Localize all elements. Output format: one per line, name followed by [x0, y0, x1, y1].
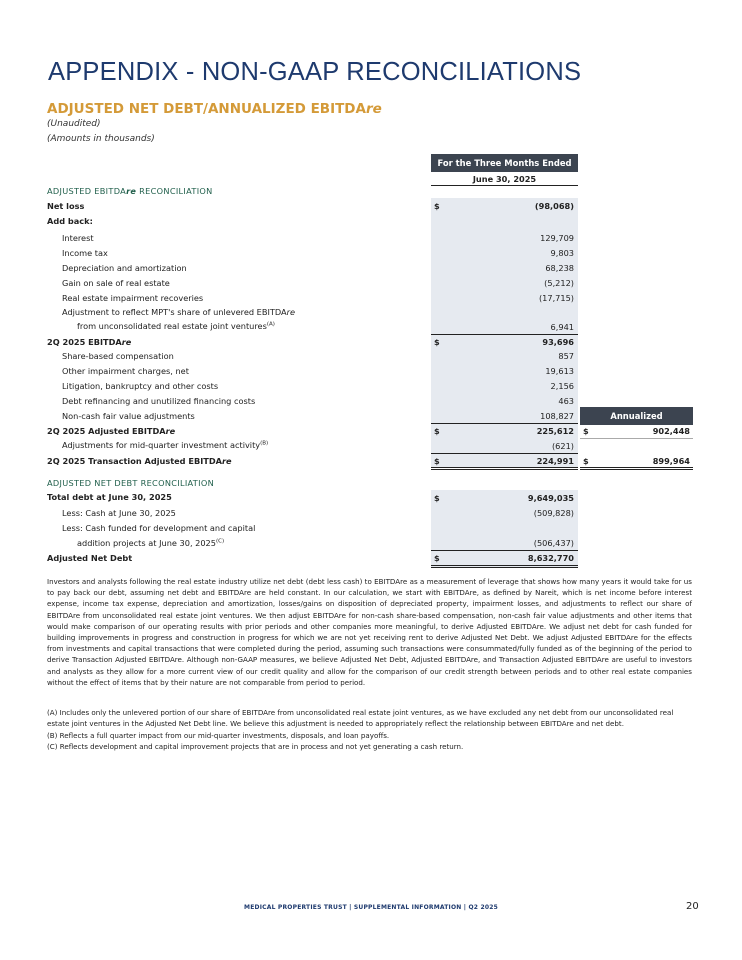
cash-funded-value: (506,437) — [533, 538, 574, 548]
less-cash-value: (509,828) — [533, 508, 574, 518]
line-item-value: (5,212) — [544, 278, 574, 288]
page-footer: MEDICAL PROPERTIES TRUST | SUPPLEMENTAL INFORMATION | Q2 2025 — [244, 904, 498, 911]
annualized-header: Annualized — [580, 407, 693, 425]
line-item-label: Real estate impairment recoveries — [62, 293, 204, 303]
line-item-value: 19,613 — [545, 366, 574, 376]
adjusted-ebitda-value: 225,612 — [536, 426, 574, 436]
methodology-paragraph: Investors and analysts following the real estate industry utilize net debt (debt less cash) to EBITDAre as a measurement of leverage that shows how many years it would take for us to pay back our debt, assuming net debt and EBITDAre are held constant. In our calculation, we start with EBITDAre, as defined by Nareit, which is net income before interest expense, income tax expense, depreciation and amortization, losses/gains on disposition of depreciated property, impairment losses, and adjustments to reflect our share of EBITDAre from unconsolidated real estate joint ventures. We then adjust EBITDAre for non-cash share-based compensation, non-cash fair value adjustments and other items that would make comparison of our operating results with prior periods and other companies more meaningful, to derive Adjusted EBITDAre. We adjust net debt for cash funded for building improvements in progress and construction in progress for which we are not yet receiving rent to derive Adjusted Net Debt. We adjust Adjusted EBITDAre for the effects from investments and capital transactions that were completed during the period, assuming such transactions were consummated/fully funded as of the beginning of the period to derive Transaction Adjusted EBITDAre. Although non-GAAP measures, we believe Adjusted Net Debt, Adjusted EBITDAre, and Transaction Adjusted EBITDAre are useful to investors and analysts as they allow for a more current view of our credit quality and allow for the comparison of our credit strength between periods and to other real estate companies without the effect of items that by their nature are not comparable from period to period. — [47, 577, 692, 687]
line-item-label: Depreciation and amortization — [62, 263, 187, 273]
line-item-label: Debt refinancing and unutilized financing costs — [62, 396, 256, 406]
unaudited-note: (Unaudited) — [47, 119, 101, 129]
line-item-label: Share-based compensation — [62, 351, 174, 361]
net-loss-value: (98,068) — [534, 201, 574, 211]
currency-symbol: $ — [583, 456, 589, 466]
adjusted-net-debt-label: Adjusted Net Debt — [47, 553, 133, 563]
line-item-value: 463 — [558, 396, 574, 406]
adjusted-net-debt-value: 8,632,770 — [527, 553, 574, 563]
line-item-label: Other impairment charges, net — [62, 366, 189, 376]
cash-funded-label: Less: Cash funded for development and capital — [62, 523, 256, 533]
period-header: For the Three Months Ended — [431, 154, 578, 172]
amounts-note: (Amounts in thousands) — [47, 134, 155, 144]
line-item-value: 108,827 — [540, 411, 574, 421]
adjusted-ebitda-annualized-value: 902,448 — [652, 426, 690, 436]
midquarter-adjustment-label: Adjustments for mid-quarter investment activity$^{(B)}$ — [62, 440, 269, 450]
currency-symbol: $ — [583, 426, 589, 436]
page-number: 20 — [686, 901, 699, 912]
line-item-value: 9,803 — [550, 248, 574, 258]
transaction-adjusted-ebitda-label: 2Q 2025 Transaction Adjusted EBITDAre — [47, 456, 232, 466]
period-date: June 30, 2025 — [472, 174, 537, 184]
total-debt-value: 9,649,035 — [527, 493, 574, 503]
currency-symbol: $ — [434, 426, 440, 436]
footnote-c: (C) Reflects development and capital improvement projects that are in process and not yet generating a cash return. — [47, 742, 464, 751]
line-item-label: Gain on sale of real estate — [62, 278, 170, 288]
cash-funded-label-cont: addition projects at June 30, $2025^{(C)}$ — [77, 538, 225, 548]
jv-adjustment-label-cont: from unconsolidated real estate joint ventures$^{(A)}$ — [77, 321, 275, 331]
total-debt-label: Total debt at June 30, 2025 — [47, 492, 172, 502]
add-back-label: Add back: — [47, 216, 93, 226]
footnote-a: (A) Includes only the unlevered portion of our share of EBITDAre from unconsolidated real estate joint ventures, as we have excluded any net debt from our unconsolidated real estate joint ventures in the Adjusted Net Debt line. We believe this adjustment is needed to appropriately reflect the relationship between EBITDAre and net debt. — [47, 708, 674, 729]
jv-adjustment-label: Adjustment to reflect MPT's share of unlevered EBITDAre — [62, 307, 296, 317]
transaction-adjusted-ebitda-annualized-value: 899,964 — [652, 456, 690, 466]
net-loss-label: Net loss — [47, 201, 85, 211]
line-item-value: 2,156 — [550, 381, 574, 391]
line-item-label: Interest — [62, 233, 94, 243]
line-item-label: Non-cash fair value adjustments — [62, 411, 195, 421]
transaction-adjusted-ebitda-value: 224,991 — [536, 456, 574, 466]
currency-symbol: $ — [434, 493, 440, 503]
currency-symbol: $ — [434, 456, 440, 466]
line-item-value: 129,709 — [540, 233, 574, 243]
currency-symbol: $ — [434, 553, 440, 563]
ebitda-reconciliation-heading: ADJUSTED EBITDAre RECONCILIATION — [47, 186, 213, 196]
ebitda-label: 2Q 2025 EBITDAre — [47, 337, 132, 347]
line-item-value: (17,715) — [538, 293, 574, 303]
page-title: APPENDIX - NON-GAAP RECONCILIATIONS — [48, 58, 582, 86]
net-debt-reconciliation-heading: ADJUSTED NET DEBT RECONCILIATION — [47, 478, 214, 488]
currency-symbol: $ — [434, 201, 440, 211]
section-subtitle: ADJUSTED NET DEBT/ANNUALIZED EBITDAre — [47, 101, 382, 117]
line-item-value: 857 — [558, 351, 574, 361]
footnote-b: (B) Reflects a full quarter impact from our mid-quarter investments, disposals, and loan payoffs. — [47, 731, 390, 740]
line-item-value: 68,238 — [545, 263, 574, 273]
less-cash-label: Less: Cash at June 30, 2025 — [62, 508, 176, 518]
ebitda-value: 93,696 — [542, 337, 574, 347]
midquarter-adjustment-value: (621) — [551, 441, 574, 451]
line-item-label: Income tax — [62, 248, 108, 258]
jv-adjustment-value: 6,941 — [550, 322, 574, 332]
adjusted-ebitda-label: 2Q 2025 Adjusted EBITDAre — [47, 426, 176, 436]
line-item-label: Litigation, bankruptcy and other costs — [62, 381, 219, 391]
currency-symbol: $ — [434, 337, 440, 347]
